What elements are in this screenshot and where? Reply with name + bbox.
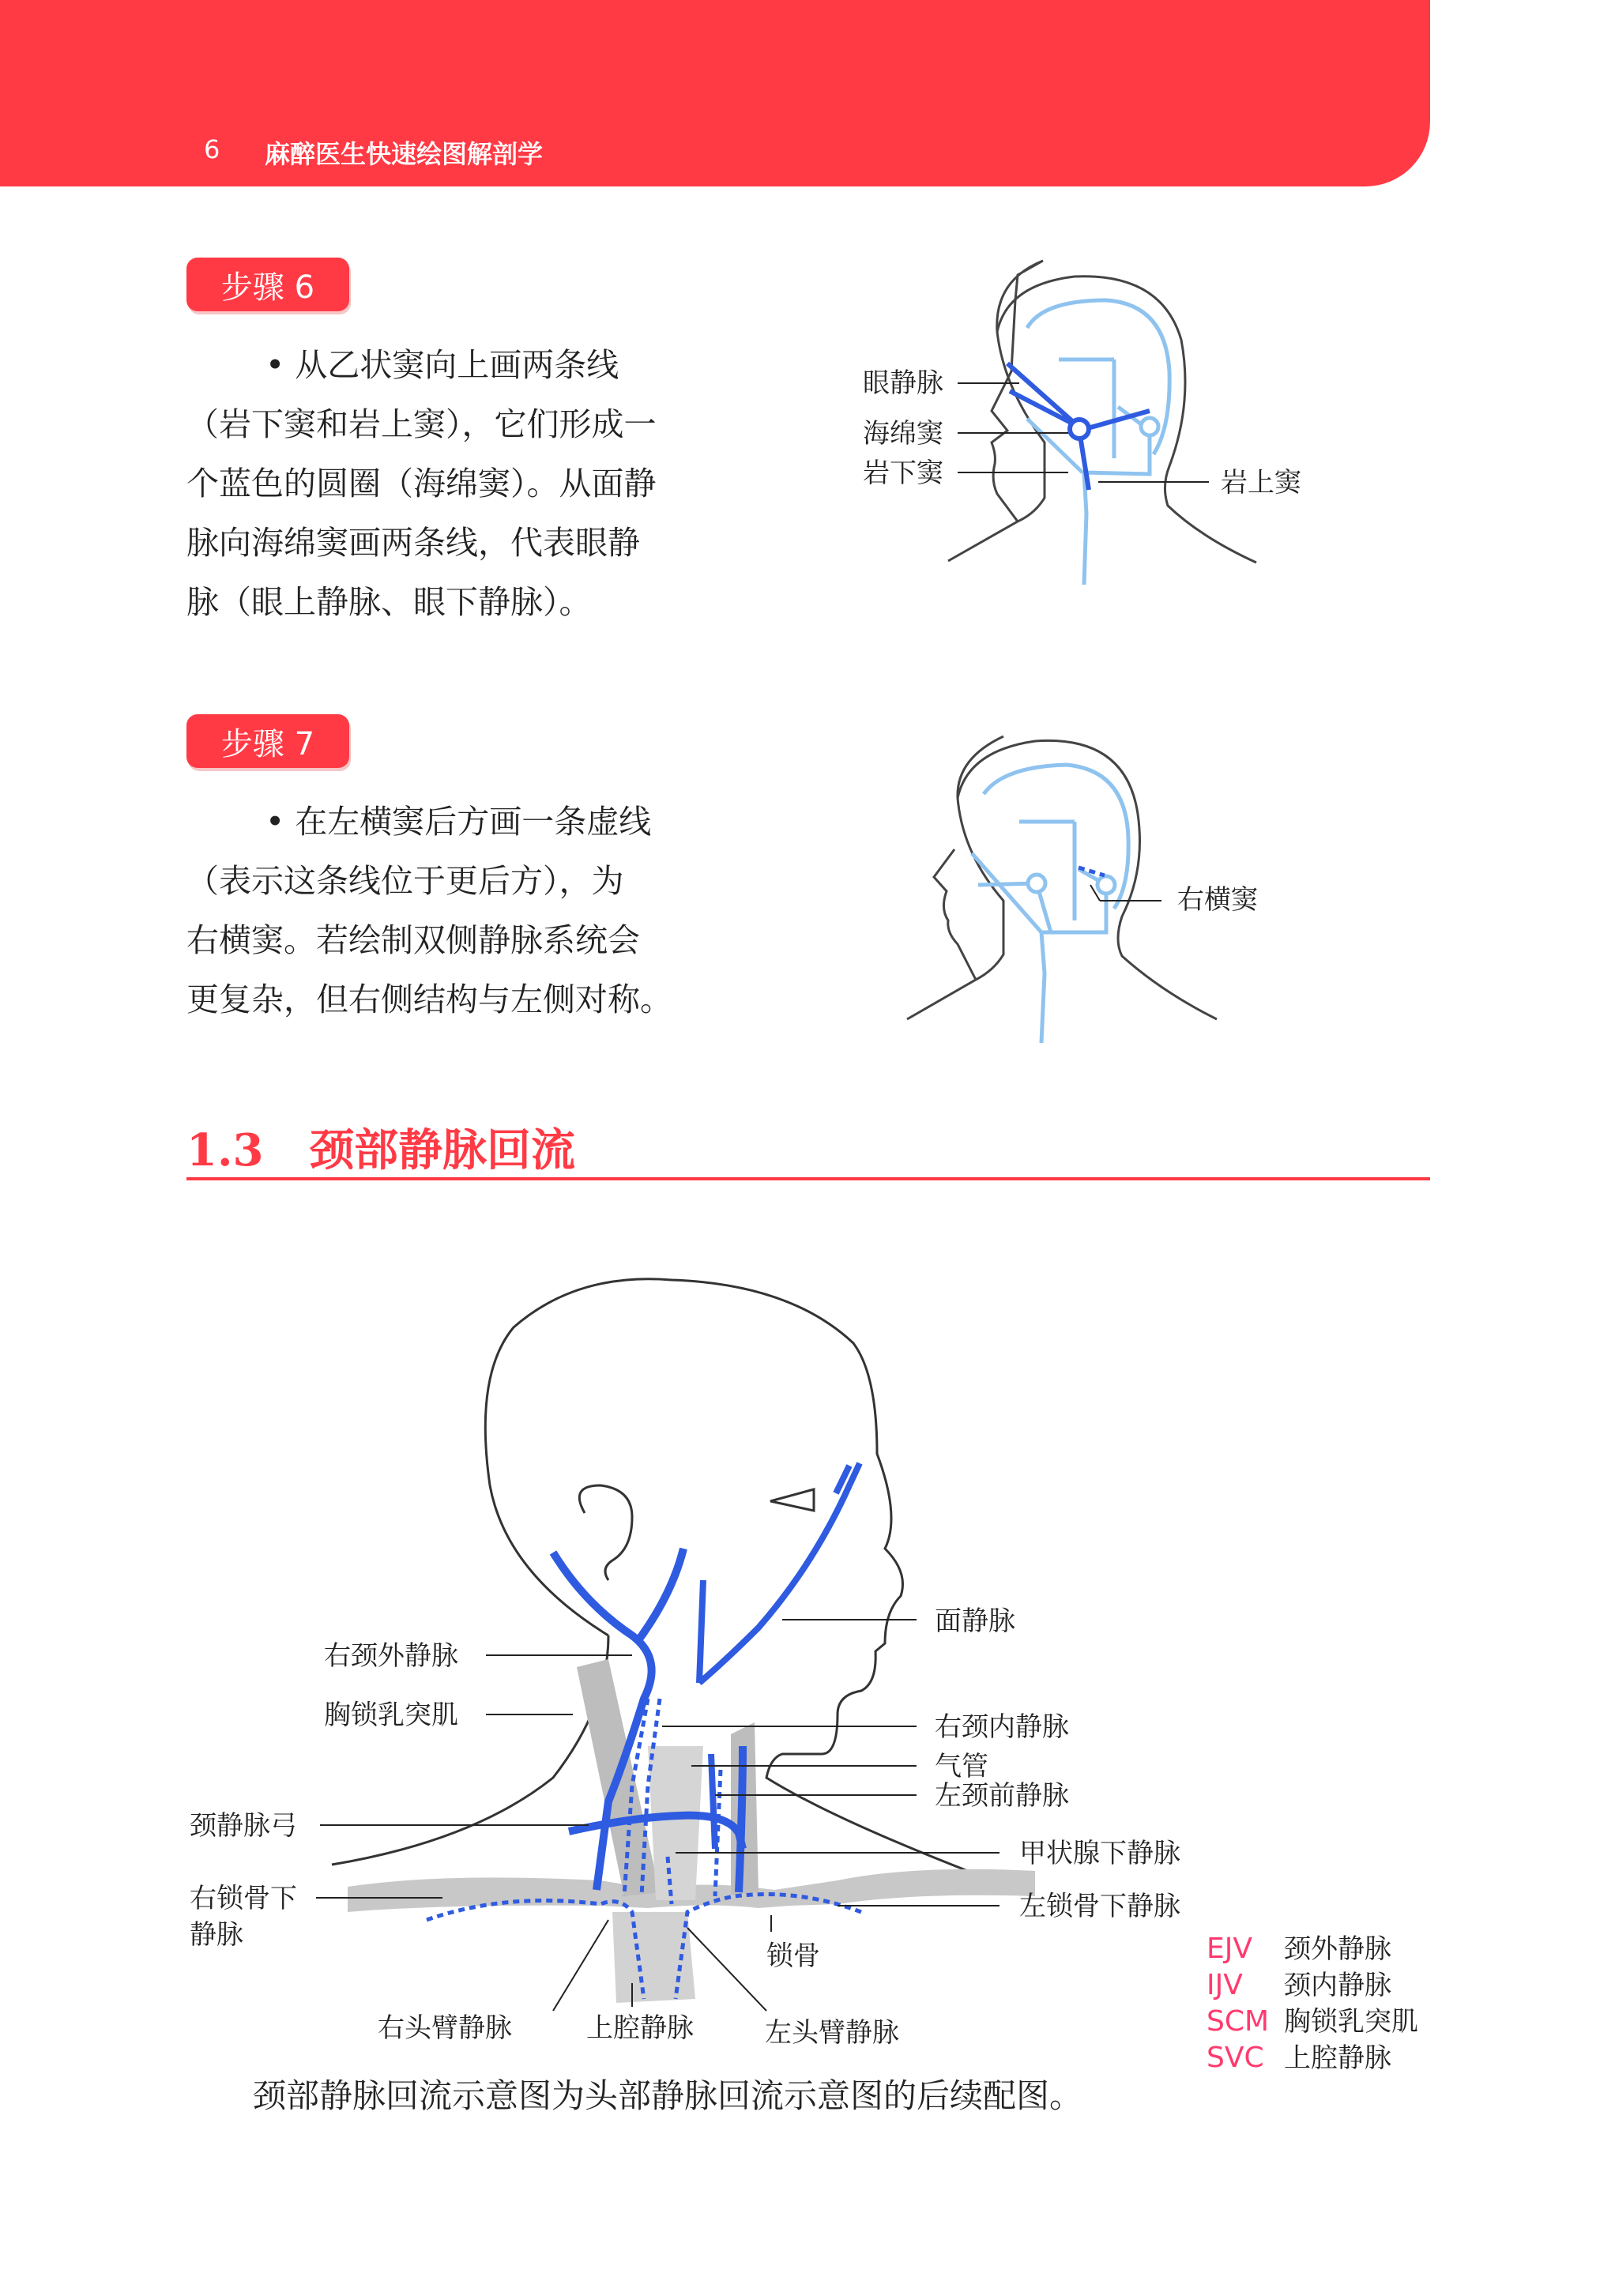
label-scm: 胸锁乳突肌 <box>324 1699 458 1731</box>
step6-line-5: 脉（眼上静脉、眼下静脉）。 <box>186 583 592 621</box>
step6-head-outline <box>948 261 1045 561</box>
section-number: 1.3 <box>186 1124 264 1176</box>
step6-badge: 步骤 6 <box>186 258 349 311</box>
neck-figure <box>190 1279 1418 2074</box>
leader-right-brachiocephalic <box>553 1920 608 2011</box>
label-clavicle: 锁骨 <box>766 1940 820 1972</box>
label-svc: 上腔静脉 <box>586 2012 694 2044</box>
step6-ophthalmic-veins <box>1007 363 1079 427</box>
step7-sigmoid-circle <box>1097 876 1115 894</box>
label-left-brachiocephalic: 左头臂静脉 <box>765 2017 899 2049</box>
legend-abbr-scm: SCM <box>1207 2005 1270 2038</box>
legend-abbr-ejv: EJV <box>1207 1933 1252 1965</box>
label-facial-vein: 面静脉 <box>935 1605 1015 1637</box>
legend-meaning-ijv: 颈内静脉 <box>1284 1970 1391 2001</box>
step6-sinus-light <box>1027 300 1169 585</box>
book-title: 麻醉医生快速绘图解剖学 <box>265 139 544 169</box>
label-inferior-thyroid: 甲状腺下静脉 <box>1019 1838 1180 1869</box>
leader-left-brachiocephalic <box>687 1928 766 2011</box>
figure-caption: 颈部静脉回流示意图为头部静脉回流示意图的后续配图。 <box>253 2076 1083 2115</box>
anterior-jugular-left <box>739 1746 743 1892</box>
abbreviation-legend <box>1207 1933 1418 2074</box>
label-right-ijv: 右颈内静脉 <box>935 1711 1069 1743</box>
label-ophthalmic: 眼静脉 <box>863 367 943 399</box>
page-number: 6 <box>204 134 220 164</box>
legend-meaning-scm: 胸锁乳突肌 <box>1284 2006 1418 2038</box>
step7-line-3: 右横窦。若绘制双侧静脉系统会 <box>186 921 640 959</box>
step7-line-1: • 在左横窦后方画一条虚线 <box>265 803 652 841</box>
eye-outline <box>770 1489 814 1511</box>
label-left-subclavian: 左锁骨下静脉 <box>1019 1891 1180 1922</box>
label-right-ejv: 右颈外静脉 <box>324 1640 458 1672</box>
label-jugular-arch: 颈静脉弓 <box>190 1810 297 1842</box>
legend-abbr-svc: SVC <box>1207 2042 1264 2074</box>
section-title: 颈部静脉回流 <box>309 1124 575 1176</box>
facial-branch <box>699 1580 703 1683</box>
anterior-jugular-right <box>711 1754 715 1849</box>
step7-line-2: （表示这条线位于更后方），为 <box>186 862 624 900</box>
legend-meaning-ejv: 颈外静脉 <box>1284 1933 1391 1965</box>
label-right-subclavian-2: 静脉 <box>190 1919 243 1951</box>
legend-abbr-ijv: IJV <box>1207 1969 1243 2001</box>
neck-head-outline <box>485 1279 972 1873</box>
step6-sigmoid-circle <box>1141 418 1158 435</box>
facial-vein <box>699 1463 860 1683</box>
label-cavernous: 海绵窦 <box>863 418 943 450</box>
step6-line-2: （岩下窦和岩上窦），它们形成一 <box>186 405 657 443</box>
right-subclavian-dashed <box>427 1901 644 2000</box>
step7-cavernous-circle <box>1028 875 1045 892</box>
step7-badge: 步骤 7 <box>186 714 349 768</box>
label-sup-petrosal: 岩上窦 <box>1221 467 1301 499</box>
step7-sinus-light <box>972 765 1128 1043</box>
step7-head-figure <box>907 736 1258 1043</box>
label-right-brachiocephalic: 右头臂静脉 <box>378 2012 512 2044</box>
step6-line-1: • 从乙状窦向上画两条线 <box>265 346 619 384</box>
label-right-transverse: 右横窦 <box>1177 884 1258 916</box>
label-inf-petrosal: 岩下窦 <box>863 457 943 489</box>
step6-cavernous-circle <box>1070 420 1089 438</box>
label-left-anterior-jugular: 左颈前静脉 <box>935 1780 1069 1812</box>
ear-outline <box>579 1485 632 1580</box>
step6-line-3: 个蓝色的圆圈（海绵窦）。从面静 <box>186 465 657 502</box>
retromandibular-vein <box>636 1549 683 1643</box>
label-trachea: 气管 <box>935 1751 988 1782</box>
legend-meaning-svc: 上腔静脉 <box>1284 2042 1391 2074</box>
step7-line-4: 更复杂，但右侧结构与左侧对称。 <box>186 981 672 1018</box>
label-right-subclavian-1: 右锁骨下 <box>190 1883 297 1914</box>
trachea <box>648 1746 703 1900</box>
step7-head-outline <box>907 736 1003 1019</box>
step6-head-figure <box>863 261 1301 585</box>
step6-line-4: 脉向海绵窦画两条线，代表眼静 <box>186 524 640 562</box>
